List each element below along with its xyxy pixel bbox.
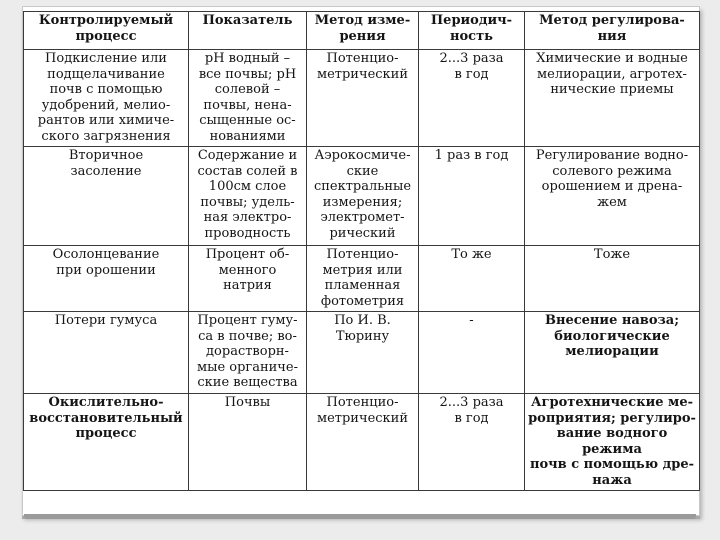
table-row	[24, 312, 700, 394]
cell-periodicity: 2...3 раза в год	[419, 50, 525, 147]
table-row	[24, 50, 700, 147]
cell-regulation: Регулирование водно- солевого режима орошением и дрена- жем	[525, 147, 700, 246]
cell-periodicity: То же	[419, 246, 525, 312]
cell-periodicity: 2...3 раза в год	[419, 394, 525, 491]
cell-method: Аэрокосмиче- ские спектральные измерения; электромет- рический	[307, 147, 419, 246]
cell-periodicity: -	[419, 312, 525, 394]
cell-regulation: Агротехнические ме- роприятия; регулиро- вание водного режима почв с помощью дре- нажа	[525, 394, 700, 491]
header-measurement-method: Метод изме- рения	[307, 12, 419, 50]
header-regulation-method: Метод регулирова- ния	[525, 12, 700, 50]
cell-periodicity: 1 раз в год	[419, 147, 525, 246]
header-indicator: Показатель	[189, 12, 307, 50]
table-row	[24, 246, 700, 312]
cell-process: Потери гумуса	[24, 312, 189, 394]
cell-indicator: Почвы	[189, 394, 307, 491]
cell-regulation: Химические и водные мелиорации, агротех- нические приемы	[525, 50, 700, 147]
cell-method: Потенцио- метрический	[307, 394, 419, 491]
cell-indicator: Содержание и состав солей в 100см слое почвы; удель- ная электро- проводность	[189, 147, 307, 246]
cell-process: Осолонцевание при орошении	[24, 246, 189, 312]
cell-method: Потенцио- метрический	[307, 50, 419, 147]
cell-indicator: рН водный – все почвы; рН солевой – почвы, нена- сыщенные ос- нованиями	[189, 50, 307, 147]
cell-process: Окислительно- восстановительный процесс	[24, 394, 189, 491]
table-row	[24, 147, 700, 246]
table-row	[24, 394, 700, 491]
cell-regulation: Тоже	[525, 246, 700, 312]
page-card	[22, 6, 700, 516]
cell-method: По И. В. Тюрину	[307, 312, 419, 394]
cell-regulation: Внесение навоза; биологические мелиорации	[525, 312, 700, 394]
cell-indicator: Процент гуму- са в почве; во- дорастворн- мые органиче- ские вещества	[189, 312, 307, 394]
page-bottom-bar	[24, 514, 696, 519]
header-periodicity: Периодич- ность	[419, 12, 525, 50]
cell-method: Потенцио- метрия или пламенная фотометрия	[307, 246, 419, 312]
cell-process: Вторичное засоление	[24, 147, 189, 246]
monitoring-table	[23, 11, 700, 491]
cell-indicator: Процент об- менного натрия	[189, 246, 307, 312]
cell-process: Подкисление или подщелачивание почв с помощью удобрений, мелио- рантов или химиче- ского загрязнения	[24, 50, 189, 147]
header-controlled-process: Контролируемый процесс	[24, 12, 189, 50]
table-header-row	[24, 12, 700, 50]
